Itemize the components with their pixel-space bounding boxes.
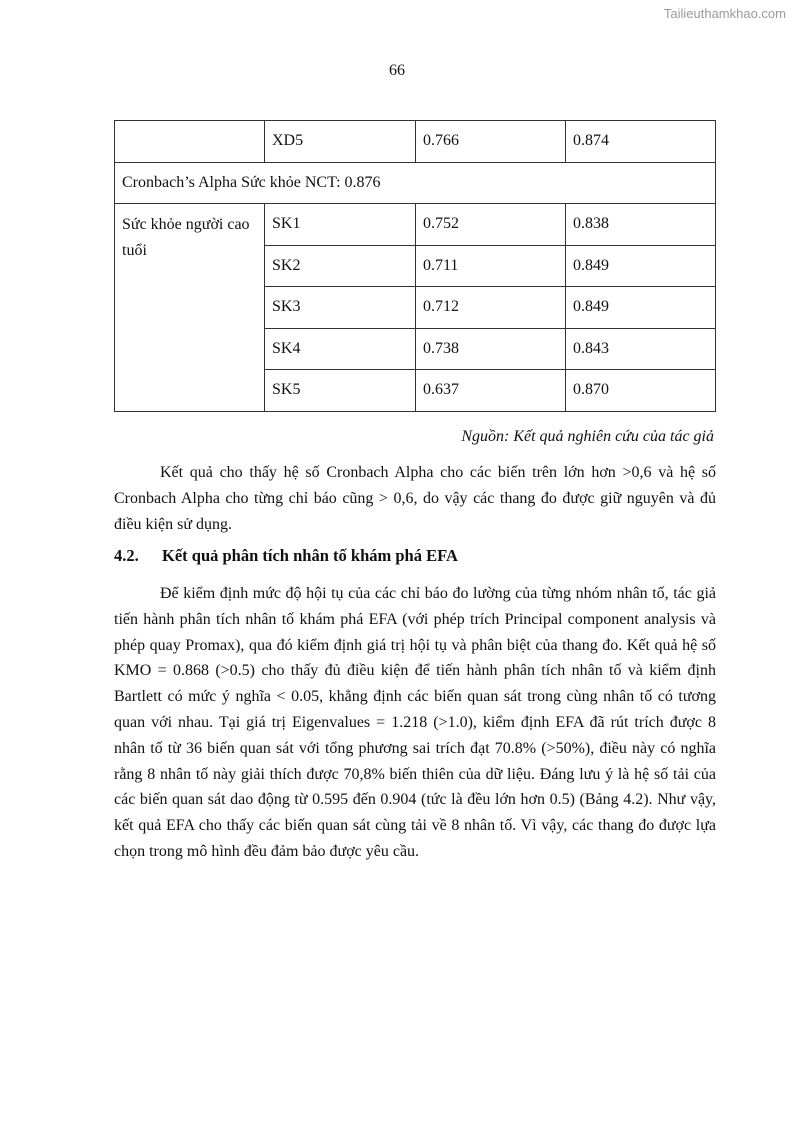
- table-cell: SK2: [265, 245, 416, 287]
- table-cell: 0.738: [416, 328, 566, 370]
- table-cell: 0.849: [566, 287, 716, 329]
- reliability-table: [114, 120, 716, 412]
- table-cell: 0.766: [416, 121, 566, 163]
- table-cell: 0.637: [416, 370, 566, 412]
- section-title: Kết quả phân tích nhân tố khám phá EFA: [162, 546, 458, 565]
- table-row: [115, 204, 716, 246]
- section-heading: [114, 546, 458, 566]
- table-cell: 0.838: [566, 204, 716, 246]
- table-cell: XD5: [265, 121, 416, 163]
- table-cell: 0.870: [566, 370, 716, 412]
- table-cell: 0.874: [566, 121, 716, 163]
- table-cell: 0.843: [566, 328, 716, 370]
- table-cell: SK5: [265, 370, 416, 412]
- group-label-cell: Sức khỏe người cao tuổi: [115, 204, 265, 412]
- paragraph-conclusion: Kết quả cho thấy hệ số Cronbach Alpha cho các biến trên lớn hơn >0,6 và hệ số Cronbach Alpha cho từng chỉ báo cũng > 0,6, do vậy các thang đo được giữ nguyên và đủ điều kiện sử dụng.: [114, 464, 716, 533]
- table-cell: SK1: [265, 204, 416, 246]
- table-cell: SK4: [265, 328, 416, 370]
- watermark: Tailieuthamkhao.com: [663, 6, 786, 21]
- table-row: [115, 121, 716, 163]
- table-cell: 0.712: [416, 287, 566, 329]
- table-cell: SK3: [265, 287, 416, 329]
- table-cell: 0.849: [566, 245, 716, 287]
- page-number: 66: [389, 62, 405, 79]
- group-title-cell: Cronbach’s Alpha Sức khỏe NCT: 0.876: [115, 162, 716, 204]
- table-row: [115, 162, 716, 204]
- table-cell: [115, 121, 265, 163]
- table-cell: 0.752: [416, 204, 566, 246]
- table-source-note: Nguồn: Kết quả nghiên cứu của tác giả: [461, 428, 714, 445]
- section-number: 4.2.: [114, 546, 139, 565]
- paragraph-efa: Để kiểm định mức độ hội tụ của các chỉ báo đo lường của từng nhóm nhân tố, tác giả tiến hành phân tích nhân tố khám phá EFA (với phép trích Principal component analysis và phép quay Promax), qua đó kiểm định giá trị hội tụ và phân biệt của thang đo. Kết quả hệ số KMO = 0.868 (>0.5) cho thấy đủ điều kiện để tiến hành phân tích nhân tố và kiểm định Bartlett có mức ý nghĩa < 0.05, khẳng định các biến quan sát trong cùng nhân tố có tương quan với nhau. Tại giá trị Eigenvalues = 1.218 (>1.0), kiểm định EFA đã rút trích được 8 nhân tố từ 36 biến quan sát với tổng phương sai trích đạt 70.8% (>50%), điều này có nghĩa rằng 8 nhân tố này giải thích được 70,8% biến thiên của dữ liệu. Đáng lưu ý là hệ số tải của các biến quan sát dao động từ 0.595 đến 0.904 (tức là đều lớn hơn 0.5) (Bảng 4.2). Như vậy, kết quả EFA cho thấy các biến quan sát cùng tải về 8 nhân tố. Vì vậy, các thang đo được lựa chọn trong mô hình đều đảm bảo được yêu cầu.: [114, 585, 716, 860]
- table-cell: 0.711: [416, 245, 566, 287]
